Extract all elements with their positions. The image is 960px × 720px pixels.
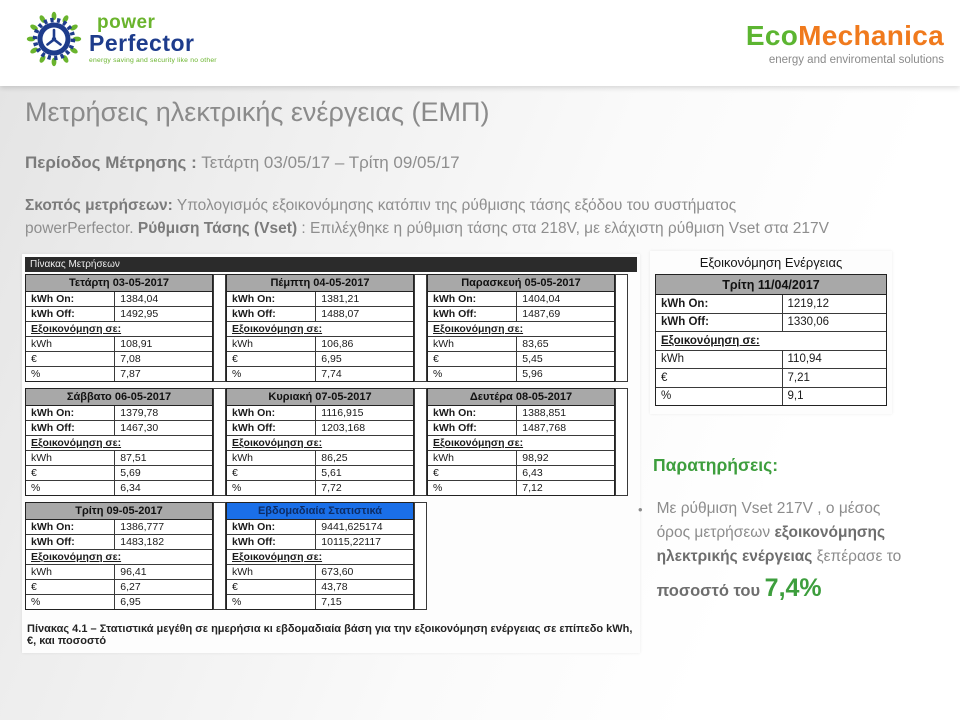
euro-label: € bbox=[227, 580, 316, 595]
percent-saving-value: 7,12 bbox=[522, 482, 543, 494]
kwh-off-label: kWh Off: bbox=[656, 314, 783, 333]
kwh-on-value: 1384,04 bbox=[115, 292, 212, 307]
kwh-label: kWh bbox=[227, 337, 316, 352]
kwh-saving-value: 106,86 bbox=[316, 337, 413, 352]
kwh-on-value: 1388,851 bbox=[517, 406, 614, 421]
day-table-tuesday bbox=[25, 502, 213, 610]
pp-tagline: energy saving and security like no other bbox=[89, 57, 217, 65]
savings-label: Εξοικονόμηση σε: bbox=[227, 322, 413, 337]
bullet-seg3: ξεπέρασε το bbox=[812, 548, 902, 566]
separator bbox=[414, 274, 427, 382]
day-table-thursday bbox=[226, 274, 414, 382]
scan-title-bar: Πίνακας Μετρήσεων bbox=[25, 257, 637, 272]
euro-label: € bbox=[26, 352, 115, 367]
kwh-label: kWh bbox=[227, 451, 316, 466]
kwh-off-value: 1492,95 bbox=[115, 307, 212, 322]
measurements-scan bbox=[22, 254, 640, 653]
euro-saving-value: 5,61 bbox=[316, 466, 413, 481]
kwh-saving-value: 98,92 bbox=[517, 451, 614, 466]
euro-saving-value: 43,78 bbox=[316, 580, 413, 595]
kwh-label: kWh bbox=[428, 337, 517, 352]
kwh-on-label: kWh On: bbox=[227, 406, 316, 421]
kwh-label: kWh bbox=[227, 565, 316, 580]
table-caption: Πίνακας 4.1 – Στατιστικά μεγέθη σε ημερήσια κι εβδομαδιαία βάση για την εξοικονόμηση ενέργειας σε επίπεδο kWh, €, και ποσοστό bbox=[27, 623, 633, 647]
euro-label: € bbox=[227, 466, 316, 481]
kwh-saving-value: 83,65 bbox=[517, 337, 614, 352]
euro-saving-value: 5,45 bbox=[517, 352, 614, 367]
percent-saving-value: 9,1 bbox=[787, 390, 804, 403]
purpose-text2-rest: : Επιλέχθηκε η ρύθμιση τάσης στα 218V, με ελάχιστη ρύθμιση Vset στα 217V bbox=[297, 220, 829, 238]
euro-label: € bbox=[227, 352, 316, 367]
kwh-off-label: kWh Off: bbox=[227, 535, 316, 550]
savings-scan-title: Εξοικονόμηση Ενέργειας bbox=[699, 255, 843, 270]
separator bbox=[213, 502, 226, 610]
savings-label: Εξοικονόμηση σε: bbox=[428, 322, 614, 337]
day-table-title: Παρασκευή 05-05-2017 bbox=[427, 274, 615, 292]
euro-saving-value: 7,08 bbox=[115, 352, 212, 367]
euro-label: € bbox=[428, 352, 517, 367]
percent-label: % bbox=[26, 481, 115, 495]
kwh-label: kWh bbox=[26, 337, 115, 352]
pp-word-perfector: Perfector bbox=[89, 30, 195, 57]
savings-table-date: Τρίτη 11/04/2017 bbox=[655, 274, 887, 295]
euro-label: € bbox=[26, 580, 115, 595]
savings-label: Εξοικονόμηση σε: bbox=[227, 550, 413, 565]
euro-saving-value: 5,69 bbox=[115, 466, 212, 481]
percent-label: % bbox=[656, 388, 783, 406]
savings-label: Εξοικονόμηση σε: bbox=[26, 436, 212, 451]
powerperfector-logo bbox=[26, 11, 217, 67]
percent-saving-value: 7,87 bbox=[120, 368, 141, 380]
day-table-title: Τρίτη 09-05-2017 bbox=[25, 502, 213, 520]
weekly-stats-title: Εβδομαδιαία Στατιστικά bbox=[226, 502, 414, 520]
euro-saving-value: 6,95 bbox=[316, 352, 413, 367]
bullet-dot-icon: • bbox=[638, 502, 643, 517]
savings-table bbox=[655, 274, 887, 406]
percent-label: % bbox=[26, 595, 115, 609]
kwh-off-value: 1203,168 bbox=[316, 421, 413, 436]
savings-label: Εξοικονόμηση σε: bbox=[656, 332, 886, 351]
energy-savings-scan bbox=[650, 251, 892, 414]
euro-saving-value: 7,21 bbox=[783, 369, 887, 388]
kwh-on-label: kWh On: bbox=[26, 406, 115, 421]
day-table-sunday bbox=[226, 388, 414, 496]
kwh-on-label: kWh On: bbox=[428, 406, 517, 421]
kwh-saving-value: 110,94 bbox=[783, 351, 887, 370]
empty-cell bbox=[615, 502, 628, 610]
mechanica-word: Mechanica bbox=[798, 20, 944, 51]
kwh-saving-value: 86,25 bbox=[316, 451, 413, 466]
kwh-off-label: kWh Off: bbox=[428, 421, 517, 436]
day-table-title: Σάββατο 06-05-2017 bbox=[25, 388, 213, 406]
percent-saving-value: 7,15 bbox=[321, 596, 342, 608]
purpose-text2-pre: powerPerfector. bbox=[25, 220, 138, 238]
day-table-monday bbox=[427, 388, 615, 496]
kwh-off-label: kWh Off: bbox=[26, 307, 115, 322]
separator bbox=[615, 388, 628, 496]
day-table-title: Κυριακή 07-05-2017 bbox=[226, 388, 414, 406]
day-table-saturday bbox=[25, 388, 213, 496]
bullet-seg4: ποσοστό του bbox=[656, 582, 765, 601]
notes-heading: Παρατηρήσεις: bbox=[653, 455, 779, 475]
separator bbox=[213, 388, 226, 496]
powerperfector-sun-icon bbox=[26, 11, 82, 67]
kwh-on-label: kWh On: bbox=[656, 295, 783, 314]
eco-word: Eco bbox=[745, 20, 799, 51]
euro-label: € bbox=[26, 466, 115, 481]
savings-label: Εξοικονόμηση σε: bbox=[428, 436, 614, 451]
purpose-label: Σκοπός μετρήσεων: bbox=[25, 197, 173, 214]
kwh-label: kWh bbox=[428, 451, 517, 466]
kwh-on-value: 1381,21 bbox=[316, 292, 413, 307]
kwh-on-label: kWh On: bbox=[26, 292, 115, 307]
measurements-grid bbox=[25, 274, 637, 610]
weekly-stats-table bbox=[226, 502, 414, 610]
kwh-off-label: kWh Off: bbox=[227, 307, 316, 322]
page-title: Μετρήσεις ηλεκτρικής ενέργειας (ΕΜΠ) bbox=[25, 97, 490, 127]
eco-tagline: energy and enviromental solutions bbox=[768, 54, 944, 66]
kwh-off-value: 10115,22117 bbox=[316, 535, 413, 550]
period-value: Τετάρτη 03/05/17 – Τρίτη 09/05/17 bbox=[196, 153, 460, 172]
separator bbox=[213, 274, 226, 382]
percent-label: % bbox=[227, 367, 316, 381]
powerperfector-wordmark bbox=[89, 13, 217, 65]
kwh-off-label: kWh Off: bbox=[227, 421, 316, 436]
kwh-on-label: kWh On: bbox=[227, 520, 316, 535]
day-table-friday bbox=[427, 274, 615, 382]
percent-label: % bbox=[428, 481, 517, 495]
separator bbox=[414, 388, 427, 496]
purpose-line2 bbox=[25, 217, 937, 240]
kwh-on-value: 1379,78 bbox=[115, 406, 212, 421]
kwh-off-value: 1483,182 bbox=[115, 535, 212, 550]
purpose-paragraph bbox=[25, 194, 937, 241]
kwh-off-value: 1467,30 bbox=[115, 421, 212, 436]
kwh-off-value: 1488,07 bbox=[316, 307, 413, 322]
percent-saving-value: 7,72 bbox=[321, 482, 342, 494]
purpose-line1 bbox=[25, 194, 937, 217]
percent-label: % bbox=[428, 367, 517, 381]
percent-label: % bbox=[26, 367, 115, 381]
percent-saving-value: 6,34 bbox=[120, 482, 141, 494]
kwh-on-value: 1386,777 bbox=[115, 520, 212, 535]
measurement-period bbox=[25, 153, 460, 173]
savings-percentage: 7,4% bbox=[764, 574, 822, 603]
day-table-title: Πέμπτη 04-05-2017 bbox=[226, 274, 414, 292]
euro-saving-value: 6,27 bbox=[115, 580, 212, 595]
notes-bullet bbox=[638, 497, 930, 608]
percent-label: % bbox=[227, 481, 316, 495]
kwh-on-label: kWh On: bbox=[227, 292, 316, 307]
kwh-label: kWh bbox=[656, 351, 783, 370]
vset-label: Ρύθμιση Τάσης (Vset) bbox=[137, 220, 298, 238]
percent-saving-value: 5,96 bbox=[522, 368, 543, 380]
kwh-on-value: 1404,04 bbox=[517, 292, 614, 307]
savings-label: Εξοικονόμηση σε: bbox=[26, 322, 212, 337]
header-band bbox=[0, 0, 960, 86]
bullet-seg2: εξοικονόμησης ηλεκτρικής ενέργειας bbox=[656, 524, 886, 566]
kwh-off-value: 1487,768 bbox=[517, 421, 614, 436]
separator bbox=[414, 502, 427, 610]
kwh-label: kWh bbox=[26, 451, 115, 466]
ecomechanica-logo bbox=[746, 22, 944, 67]
purpose-text1: Υπολογισμός εξοικονόμησης κατόπιν της ρύθμισης τάσης εξόδου του συστήματος bbox=[172, 197, 737, 214]
kwh-saving-value: 108,91 bbox=[115, 337, 212, 352]
kwh-label: kWh bbox=[26, 565, 115, 580]
separator bbox=[615, 274, 628, 382]
kwh-on-label: kWh On: bbox=[26, 520, 115, 535]
day-table-wednesday bbox=[25, 274, 213, 382]
kwh-off-value: 1487,69 bbox=[517, 307, 614, 322]
kwh-on-label: kWh On: bbox=[428, 292, 517, 307]
kwh-saving-value: 87,51 bbox=[115, 451, 212, 466]
kwh-on-value: 1116,915 bbox=[316, 406, 413, 421]
kwh-on-value: 1219,12 bbox=[783, 295, 887, 314]
day-table-title: Τετάρτη 03-05-2017 bbox=[25, 274, 213, 292]
kwh-on-value: 9441,625174 bbox=[316, 520, 413, 535]
percent-saving-value: 7,74 bbox=[321, 368, 342, 380]
euro-saving-value: 6,43 bbox=[517, 466, 614, 481]
percent-saving-value: 6,95 bbox=[120, 596, 141, 608]
kwh-off-label: kWh Off: bbox=[26, 421, 115, 436]
kwh-off-value: 1330,06 bbox=[783, 314, 887, 333]
savings-label: Εξοικονόμηση σε: bbox=[26, 550, 212, 565]
period-label: Περίοδος Μέτρησης : bbox=[25, 153, 197, 172]
pp-word-power: power bbox=[97, 12, 156, 34]
kwh-saving-value: 96,41 bbox=[115, 565, 212, 580]
kwh-saving-value: 673,60 bbox=[316, 565, 413, 580]
empty-cell bbox=[427, 502, 615, 610]
kwh-off-label: kWh Off: bbox=[26, 535, 115, 550]
kwh-off-label: kWh Off: bbox=[428, 307, 517, 322]
bullet-seg1: Με ρύθμιση Vset 217V , ο μέσος όρος μετρήσεων bbox=[656, 500, 881, 542]
euro-label: € bbox=[428, 466, 517, 481]
ecomechanica-wordmark bbox=[746, 22, 944, 50]
percent-label: % bbox=[227, 595, 316, 609]
euro-label: € bbox=[656, 369, 783, 388]
bullet-text bbox=[657, 497, 915, 608]
day-table-title: Δευτέρα 08-05-2017 bbox=[427, 388, 615, 406]
savings-label: Εξοικονόμηση σε: bbox=[227, 436, 413, 451]
